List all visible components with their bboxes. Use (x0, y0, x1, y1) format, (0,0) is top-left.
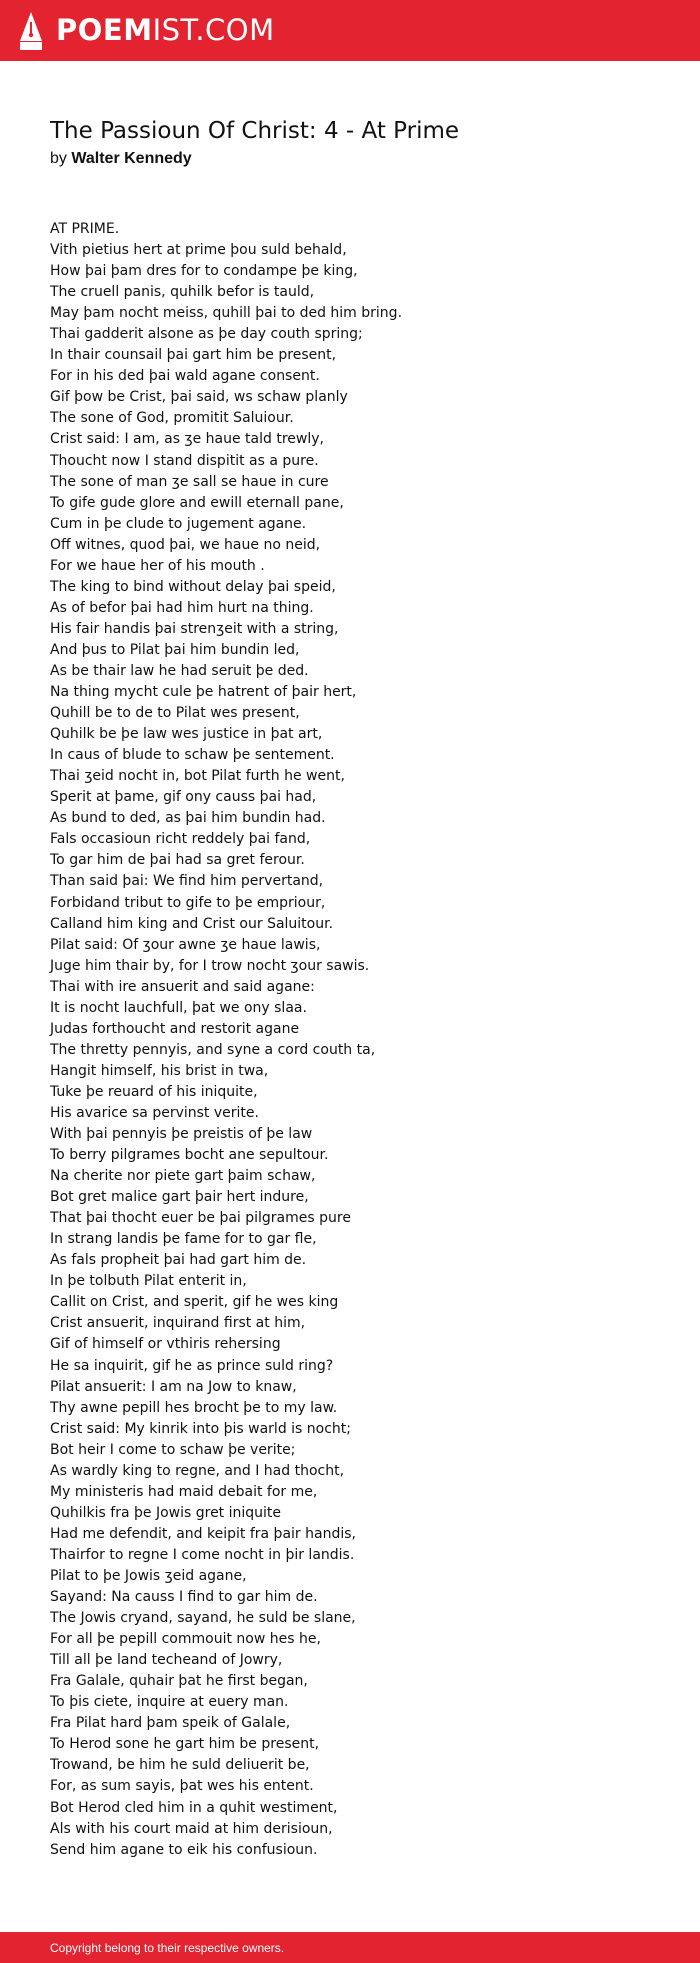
poem-line: Na thing mycht cule þe hatrent of þair hert, (50, 684, 357, 701)
poem-line: Als with his court maid at him derisioun, (50, 1820, 333, 1837)
poem-line: Pilat said: Of ʒour awne ʒe haue lawis, (50, 936, 321, 953)
site-footer (0, 1932, 700, 1963)
poem-line: His avarice sa pervinst verite. (50, 1104, 259, 1121)
poem-line: Judas forthoucht and restorit agane (50, 1020, 300, 1037)
poem-line: Had me defendit, and keipit fra þair handis, (50, 1525, 356, 1542)
poem-line: With þai pennyis þe preistis of þe law (50, 1126, 313, 1143)
poem-line: Calland him king and Crist our Saluitour. (50, 915, 334, 932)
poem-line: Thoucht now I stand dispitit as a pure. (50, 452, 319, 469)
poem-line: Na cherite nor piete gart þaim schaw, (50, 1168, 316, 1185)
poem-line: Bot Herod cled him in a quhit westiment, (50, 1799, 338, 1816)
poem-line: Cum in þe clude to jugement agane. (50, 515, 307, 532)
site-logo[interactable] (56, 13, 275, 47)
poem-line: The sone of God, promitit Saluiour. (50, 410, 294, 427)
poem-line: As be thair law he had seruit þe ded. (50, 662, 309, 679)
poem-line: Quhilkis fra þe Jowis gret iniquite (50, 1504, 282, 1521)
poem-line: My ministeris had maid debait for me, (50, 1483, 318, 1500)
poem-line: Bot gret malice gart þair hert indure, (50, 1189, 309, 1206)
poem-line: To gar him de þai had sa gret ferour. (50, 852, 305, 869)
poem-line: For we haue her of his mouth . (50, 557, 265, 574)
poem-line: Juge him thair by, for I trow nocht ʒour sawis. (50, 957, 370, 974)
poem-line: The king to bind without delay þai speid, (50, 578, 336, 595)
poem-line: Forbidand tribut to gife to þe empriour, (50, 894, 326, 911)
poem-line: Pilat to þe Jowis ʒeid agane, (50, 1568, 247, 1584)
poem-line: Thai with ire ansuerit and said agane: (50, 978, 315, 995)
poem-line: How þai þam dres for to condampe þe king, (50, 263, 358, 280)
poem-line: Till all þe land techeand of Jowry, (50, 1652, 283, 1669)
poem-title: The Passioun Of Christ: 4 - At Prime (50, 118, 460, 144)
poem-line: In caus of blude to schaw þe sentement. (50, 747, 335, 764)
poem-line: In strang landis þe fame for to gar fle, (50, 1231, 317, 1248)
poem-line: As of befor þai had him hurt na thing. (50, 599, 314, 616)
poem-line: Sperit at þame, gif ony causs þai had, (50, 789, 317, 806)
poem-line: The sone of man ʒe sall se haue in cure (50, 473, 329, 490)
poem-line: Thy awne pepill hes brocht þe to my law. (50, 1399, 338, 1416)
poem-line: Thai gadderit alsone as þe day couth spring; (50, 326, 363, 343)
poem-line: Quhilk be þe law wes justice in þat art, (50, 726, 323, 743)
poem-line: Trowand, be him he suld deliuerit be, (50, 1757, 310, 1774)
poem-body (50, 219, 670, 1861)
poem-line: Thai ʒeid nocht in, bot Pilat furth he went, (50, 768, 345, 785)
poem-line: Fra Galale, quhair þat he first began, (50, 1673, 308, 1690)
poem-line: Gif of himself or vthiris rehersing (50, 1336, 281, 1353)
poem-line: His fair handis þai strenʒeit with a string, (50, 620, 339, 637)
poem-line: Sayand: Na causs I find to gar him de. (50, 1589, 318, 1606)
poem-line: To Herod sone he gart him be present, (50, 1736, 320, 1753)
poem-line: To berry pilgrames bocht ane sepultour. (50, 1147, 329, 1164)
poem-line: That þai thocht euer be þai pilgrames pure (50, 1210, 351, 1227)
poem-line: Off witnes, quod þai, we haue no neid, (50, 536, 321, 553)
poem-line: Tuke þe reuard of his iniquite, (50, 1083, 258, 1100)
logo-text-light: IST.COM (152, 13, 275, 47)
poem-line: Fra Pilat hard þam speik of Galale, (50, 1715, 291, 1732)
poem-line: Thairfor to regne I come nocht in þir landis. (50, 1546, 355, 1563)
poem-line: Crist ansuerit, inquirand first at him, (50, 1315, 306, 1332)
poem-line: In þe tolbuth Pilat enterit in, (50, 1273, 247, 1290)
poem-line: Crist said: I am, as ʒe haue tald trewly, (50, 431, 324, 448)
poem-line: Than said þai: We find him pervertand, (50, 873, 324, 890)
pen-nib-icon[interactable] (18, 11, 44, 51)
site-header (0, 0, 700, 61)
byline (50, 148, 670, 170)
poem-line: Crist said: My kinrik into þis warld is nocht; (50, 1420, 352, 1437)
poem-line: For all þe pepill commouit now hes he, (50, 1631, 321, 1648)
poem-line: For in his ded þai wald agane consent. (50, 368, 320, 385)
poem-line: And þus to Pilat þai him bundin led, (50, 641, 300, 658)
poem-line: Pilat ansuerit: I am na Jow to knaw, (50, 1378, 297, 1395)
poem-line: As wardly king to regne, and I had thocht, (50, 1462, 345, 1479)
poem-line: Hangit himself, his brist in twa, (50, 1062, 269, 1079)
poem-line: May þam nocht meiss, quhill þai to ded him bring. (50, 305, 403, 322)
poem-line: For, as sum sayis, þat wes his entent. (50, 1778, 314, 1795)
by-label: by (50, 150, 67, 167)
poem-line: Fals occasioun richt reddely þai fand, (50, 831, 311, 848)
poem-line: In thair counsail þai gart him be present, (50, 347, 337, 364)
poem-line: Quhill be to de to Pilat wes present, (50, 705, 300, 722)
logo-text-bold: POEM (56, 13, 153, 47)
author-name: Walter Kennedy (71, 150, 192, 167)
poem-line: It is nocht lauchfull, þat we ony slaa. (50, 999, 307, 1016)
poem-line: Bot heir I come to schaw þe verite; (50, 1441, 296, 1458)
poem-line: The thretty pennyis, and syne a cord couth ta, (50, 1041, 376, 1058)
poem-line: Send him agane to eik his confusioun. (50, 1841, 318, 1858)
poem-line: To þis ciete, inquire at euery man. (50, 1694, 289, 1711)
poem-line: To gife gude glore and ewill eternall pane, (50, 494, 344, 511)
poem-line: Callit on Crist, and sperit, gif he wes king (50, 1294, 339, 1311)
poem-line: AT PRIME. (50, 221, 120, 237)
poem-line: The Jowis cryand, sayand, he suld be slane, (50, 1610, 356, 1627)
poem-content (50, 116, 670, 1861)
poem-line: Gif þow be Crist, þai said, ws schaw planly (50, 389, 348, 406)
poem-line: The cruell panis, quhilk befor is tauld, (50, 284, 315, 301)
copyright-text: Copyright belong to their respective owners. (50, 1940, 285, 1955)
poem-line: As fals propheit þai had gart him de. (50, 1252, 307, 1269)
poem-line: As bund to ded, as þai him bundin had. (50, 810, 326, 827)
poem-line: He sa inquirit, gif he as prince suld ring? (50, 1357, 334, 1374)
poem-line: Vith pietius hert at prime þou suld behald, (50, 242, 347, 259)
